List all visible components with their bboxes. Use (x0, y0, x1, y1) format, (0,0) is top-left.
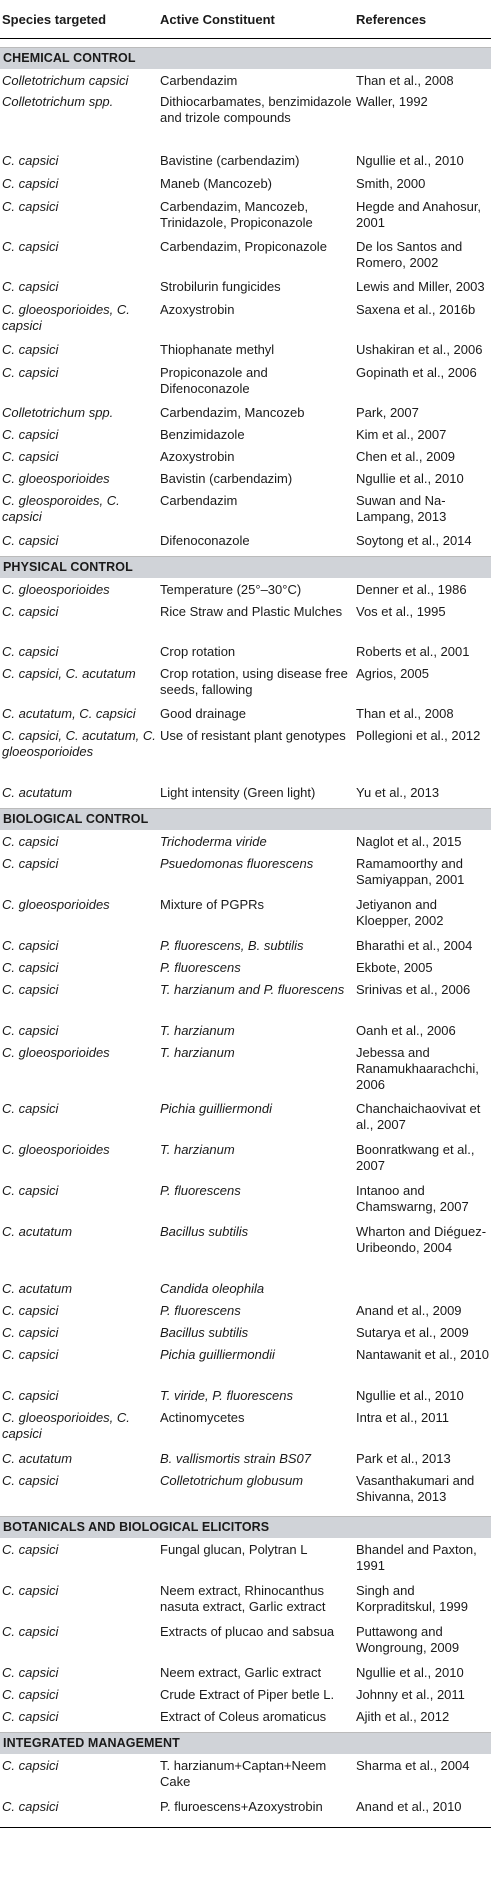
table-row (0, 1343, 491, 1384)
cell-species: C. capsici (2, 1665, 59, 1680)
table-row (0, 781, 491, 801)
table-row (0, 1321, 491, 1343)
cell-reference: De los Santos and Romero, 2002 (356, 239, 463, 270)
cell-constituent: P. fluroescens+Azoxystrobin (160, 1799, 323, 1814)
cell-constituent: Maneb (Mancozeb) (160, 176, 272, 191)
cell-species: C. capsici (2, 153, 59, 168)
cell-reference: Smith, 2000 (356, 176, 426, 191)
cell-species: C. capsici (2, 1709, 59, 1724)
cell-reference: Sharma et al., 2004 (356, 1758, 470, 1773)
cell-constituent: T. harzianum (160, 1023, 235, 1038)
cell-reference: Nantawanit et al., 2010 (356, 1347, 489, 1362)
section-header: BOTANICALS AND BIOLOGICAL ELICITORS (0, 1516, 491, 1538)
cell-reference: Park et al., 2013 (356, 1451, 451, 1466)
cell-species: C. gloeosporioides (2, 582, 110, 597)
cell-species: C. capsici (2, 1758, 59, 1773)
table-row (0, 1538, 491, 1579)
cell-reference: Gopinath et al., 2006 (356, 365, 477, 380)
cell-reference: Chen et al., 2009 (356, 449, 456, 464)
cell-constituent: B. vallismortis strain BS07 (160, 1451, 311, 1466)
table-row (0, 275, 491, 298)
cell-species: C. capsici (2, 604, 59, 619)
table-row (0, 852, 491, 893)
cell-species: C. acutatum (2, 1451, 73, 1466)
header-constituent: Active Constituent (160, 11, 275, 27)
table-row (0, 69, 491, 90)
table-row (0, 662, 491, 702)
cell-reference: Johnny et al., 2011 (356, 1687, 465, 1702)
cell-species: C. capsici (2, 1799, 59, 1814)
cell-reference: Suwan and Na-Lampang, 2013 (356, 493, 447, 524)
cell-reference: Than et al., 2008 (356, 706, 454, 721)
table-row (0, 934, 491, 956)
table-row (0, 702, 491, 724)
section-header: PHYSICAL CONTROL (0, 556, 491, 578)
cell-constituent: Mixture of PGPRs (160, 897, 265, 912)
cell-constituent: P. fluorescens (160, 960, 241, 975)
cell-constituent: Propiconazole and Difenoconazole (160, 365, 268, 396)
cell-reference: Ngullie et al., 2010 (356, 1388, 464, 1403)
cell-species: C. acutatum (2, 1281, 73, 1296)
cell-constituent: Fungal glucan, Polytran L (160, 1542, 308, 1557)
cell-species: C. acutatum (2, 1224, 73, 1239)
cell-constituent: Temperature (25°–30°C) (160, 582, 302, 597)
cell-constituent: Use of resistant plant genotypes (160, 728, 346, 743)
cell-reference: Ngullie et al., 2010 (356, 471, 464, 486)
cell-species: C. gleosporoides, C. capsici (2, 493, 120, 524)
cell-constituent: Candida oleophila (160, 1281, 265, 1296)
cell-constituent: Light intensity (Green light) (160, 785, 316, 800)
table-bottom-rule (0, 1827, 491, 1828)
cell-constituent: T. viride, P. fluorescens (160, 1388, 293, 1403)
cell-species: C. capsici (2, 1347, 59, 1362)
cell-constituent: Pichia guilliermondi (160, 1101, 272, 1116)
cell-reference: Yu et al., 2013 (356, 785, 440, 800)
cell-constituent: Colletotrichum globusum (160, 1473, 304, 1488)
cell-reference: Pollegioni et al., 2012 (356, 728, 481, 743)
cell-species: C. acutatum (2, 785, 73, 800)
cell-constituent: Benzimidazole (160, 427, 245, 442)
cell-reference: Anand et al., 2010 (356, 1799, 462, 1814)
cell-constituent: Bacillus subtilis (160, 1325, 249, 1340)
cell-reference: Soytong et al., 2014 (356, 533, 472, 548)
cell-reference: Intra et al., 2011 (356, 1410, 449, 1425)
cell-reference: Boonratkwang et al., 2007 (356, 1142, 475, 1173)
cell-reference: Naglot et al., 2015 (356, 834, 462, 849)
cell-constituent: Carbendazim (160, 73, 238, 88)
cell-constituent: Strobilurin fungicides (160, 279, 281, 294)
table-row (0, 1220, 491, 1277)
cell-reference: Vos et al., 1995 (356, 604, 446, 619)
table-row (0, 1447, 491, 1469)
cell-constituent: Crude Extract of Piper betle L. (160, 1687, 335, 1702)
table-row (0, 1579, 491, 1620)
table-row (0, 401, 491, 423)
cell-species: C. capsici (2, 342, 59, 357)
table-row (0, 423, 491, 445)
table-row (0, 90, 491, 149)
table-row (0, 1179, 491, 1220)
cell-species: C. capsici (2, 834, 59, 849)
cell-constituent: Extract of Coleus aromaticus (160, 1709, 327, 1724)
cell-reference: Ekbote, 2005 (356, 960, 433, 975)
table-row (0, 361, 491, 401)
cell-species: C. capsici (2, 1473, 59, 1488)
cell-constituent: Rice Straw and Plastic Mulches (160, 604, 343, 619)
cell-constituent: Thiophanate methyl (160, 342, 275, 357)
cell-constituent: Actinomycetes (160, 1410, 245, 1425)
cell-reference: Park, 2007 (356, 405, 419, 420)
table-row (0, 445, 491, 467)
cell-species: C. capsici (2, 533, 59, 548)
cell-constituent: Bacillus subtilis (160, 1224, 249, 1239)
cell-constituent: P. fluorescens (160, 1303, 241, 1318)
cell-reference: Srinivas et al., 2006 (356, 982, 471, 997)
table-header (0, 0, 491, 39)
cell-species: Colletotrichum capsici (2, 73, 129, 88)
cell-reference: Denner et al., 1986 (356, 582, 467, 597)
cell-species: C. gloeosporioides, C. capsici (2, 302, 130, 333)
cell-reference: Puttawong and Wongroung, 2009 (356, 1624, 460, 1655)
cell-reference: Ushakiran et al., 2006 (356, 342, 483, 357)
table-row (0, 298, 491, 338)
table-row (0, 467, 491, 489)
table-row (0, 1406, 491, 1447)
cell-reference: Than et al., 2008 (356, 73, 454, 88)
section-header: CHEMICAL CONTROL (0, 47, 491, 69)
cell-species: C. capsici (2, 1023, 59, 1038)
section-header: INTEGRATED MANAGEMENT (0, 1732, 491, 1754)
table-row (0, 1754, 491, 1795)
cell-species: C. capsici, C. acutatum, C. gloeosporioides (2, 728, 156, 759)
cell-species: C. capsici (2, 1624, 59, 1639)
cell-reference: Ajith et al., 2012 (356, 1709, 450, 1724)
cell-constituent: Extracts of plucao and sabsua (160, 1624, 335, 1639)
cell-constituent: Neem extract, Garlic extract (160, 1665, 322, 1680)
cell-species: C. capsici (2, 856, 59, 871)
cell-constituent: Bavistin (carbendazim) (160, 471, 293, 486)
table-row (0, 1661, 491, 1683)
cell-constituent: T. harzianum and P. fluorescens (160, 982, 345, 997)
cell-reference: Bharathi et al., 2004 (356, 938, 473, 953)
table-row (0, 893, 491, 934)
cell-reference: Kim et al., 2007 (356, 427, 447, 442)
cell-constituent: Neem extract, Rhinocanthus nasuta extract, Garlic extract (160, 1583, 326, 1614)
cell-reference: Hegde and Anahosur, 2001 (356, 199, 482, 230)
cell-reference: Intanoo and Chamswarng, 2007 (356, 1183, 469, 1214)
cell-species: C. capsici (2, 279, 59, 294)
table-row (0, 978, 491, 1019)
cell-species: Colletotrichum spp. (2, 94, 114, 109)
cell-constituent: P. fluorescens, B. subtilis (160, 938, 304, 953)
cell-species: C. gloeosporioides (2, 897, 110, 912)
cell-constituent: Bavistine (carbendazim) (160, 153, 300, 168)
table-row (0, 1299, 491, 1321)
table-row (0, 149, 491, 172)
cell-constituent: Azoxystrobin (160, 449, 235, 464)
table-row (0, 1469, 491, 1509)
cell-reference: Roberts et al., 2001 (356, 644, 470, 659)
cell-reference: Sutarya et al., 2009 (356, 1325, 469, 1340)
cell-constituent: T. harzianum (160, 1045, 235, 1060)
cell-species: C. capsici (2, 365, 59, 380)
cell-species: C. capsici (2, 427, 59, 442)
cell-species: C. capsici (2, 239, 59, 254)
cell-species: C. capsici (2, 449, 59, 464)
cell-constituent: Difenoconazole (160, 533, 250, 548)
cell-species: C. acutatum, C. capsici (2, 706, 136, 721)
table-row (0, 1041, 491, 1097)
table-row (0, 830, 491, 852)
cell-reference: Anand et al., 2009 (356, 1303, 462, 1318)
table-row (0, 724, 491, 781)
cell-constituent: Carbendazim, Mancozeb (160, 405, 305, 420)
cell-species: Colletotrichum spp. (2, 405, 114, 420)
cell-species: C. gloeosporioides (2, 471, 110, 486)
cell-species: C. gloeosporioides (2, 1045, 110, 1060)
cell-reference: Vasanthakumari and Shivanna, 2013 (356, 1473, 475, 1504)
cell-reference: Oanh et al., 2006 (356, 1023, 456, 1038)
cell-species: C. capsici (2, 1183, 59, 1198)
table-row (0, 1705, 491, 1725)
table-row (0, 600, 491, 640)
cell-species: C. capsici (2, 644, 59, 659)
table-row (0, 529, 491, 549)
cell-species: C. capsici (2, 1101, 59, 1116)
table-body (0, 47, 491, 1817)
cell-constituent: Trichoderma viride (160, 834, 267, 849)
cell-constituent: Azoxystrobin (160, 302, 235, 317)
cell-constituent: Carbendazim, Propiconazole (160, 239, 327, 254)
table-row (0, 1795, 491, 1817)
cell-species: C. gloeosporioides, C. capsici (2, 1410, 130, 1441)
table-row (0, 172, 491, 195)
cell-constituent: Psuedomonas fluorescens (160, 856, 314, 871)
table-row (0, 1019, 491, 1041)
section-header: BIOLOGICAL CONTROL (0, 808, 491, 830)
cell-constituent: Dithiocarbamates, benzimidazole and trizole compounds (160, 94, 352, 125)
cell-constituent: Crop rotation, using disease free seeds, fallowing (160, 666, 348, 697)
cell-species: C. capsici (2, 1325, 59, 1340)
table-row (0, 1384, 491, 1406)
table-row (0, 235, 491, 275)
cell-reference: Ngullie et al., 2010 (356, 153, 464, 168)
cell-species: C. capsici (2, 1687, 59, 1702)
header-species: Species targeted (2, 11, 107, 27)
cell-species: C. capsici (2, 960, 59, 975)
cell-species: C. gloeosporioides (2, 1142, 110, 1157)
table-row (0, 1277, 491, 1299)
cell-reference: Jebessa and Ranamukhaarachchi, 2006 (356, 1045, 479, 1092)
cell-reference: Bhandel and Paxton, 1991 (356, 1542, 477, 1573)
cell-constituent: Carbendazim (160, 493, 238, 508)
table-row (0, 640, 491, 662)
table-row (0, 956, 491, 978)
cell-reference: Chanchaichaovivat et al., 2007 (356, 1101, 481, 1132)
cell-species: C. capsici (2, 1388, 59, 1403)
cell-constituent: P. fluorescens (160, 1183, 241, 1198)
cell-reference: Ngullie et al., 2010 (356, 1665, 464, 1680)
cell-reference: Ramamoorthy and Samiyappan, 2001 (356, 856, 465, 887)
cell-species: C. capsici (2, 1303, 59, 1318)
table-row (0, 1683, 491, 1705)
cell-reference: Waller, 1992 (356, 94, 428, 109)
table-row (0, 1097, 491, 1138)
cell-species: C. capsici, C. acutatum (2, 666, 136, 681)
cell-species: C. capsici (2, 199, 59, 214)
cell-reference: Jetiyanon and Kloepper, 2002 (356, 897, 444, 928)
cell-constituent: T. harzianum+Captan+Neem Cake (160, 1758, 327, 1789)
cell-reference: Wharton and Diéguez-Uribeondo, 2004 (356, 1224, 487, 1255)
cell-species: C. capsici (2, 1583, 59, 1598)
cell-constituent: Pichia guilliermondii (160, 1347, 275, 1362)
cell-reference: Agrios, 2005 (356, 666, 429, 681)
cell-reference: Saxena et al., 2016b (356, 302, 476, 317)
cell-constituent: Good drainage (160, 706, 247, 721)
cell-species: C. capsici (2, 938, 59, 953)
table-row (0, 1138, 491, 1179)
table-row (0, 195, 491, 235)
cell-species: C. capsici (2, 176, 59, 191)
header-references: References (356, 11, 427, 27)
table-row (0, 578, 491, 600)
cell-species: C. capsici (2, 982, 59, 997)
table-row (0, 338, 491, 361)
table-row (0, 1620, 491, 1661)
cell-constituent: T. harzianum (160, 1142, 235, 1157)
cell-constituent: Carbendazim, Mancozeb, Trinidazole, Propiconazole (160, 199, 313, 230)
cell-constituent: Crop rotation (160, 644, 236, 659)
cell-reference: Lewis and Miller, 2003 (356, 279, 485, 294)
cell-species: C. capsici (2, 1542, 59, 1557)
cell-reference: Singh and Korpraditskul, 1999 (356, 1583, 469, 1614)
table-row (0, 489, 491, 529)
